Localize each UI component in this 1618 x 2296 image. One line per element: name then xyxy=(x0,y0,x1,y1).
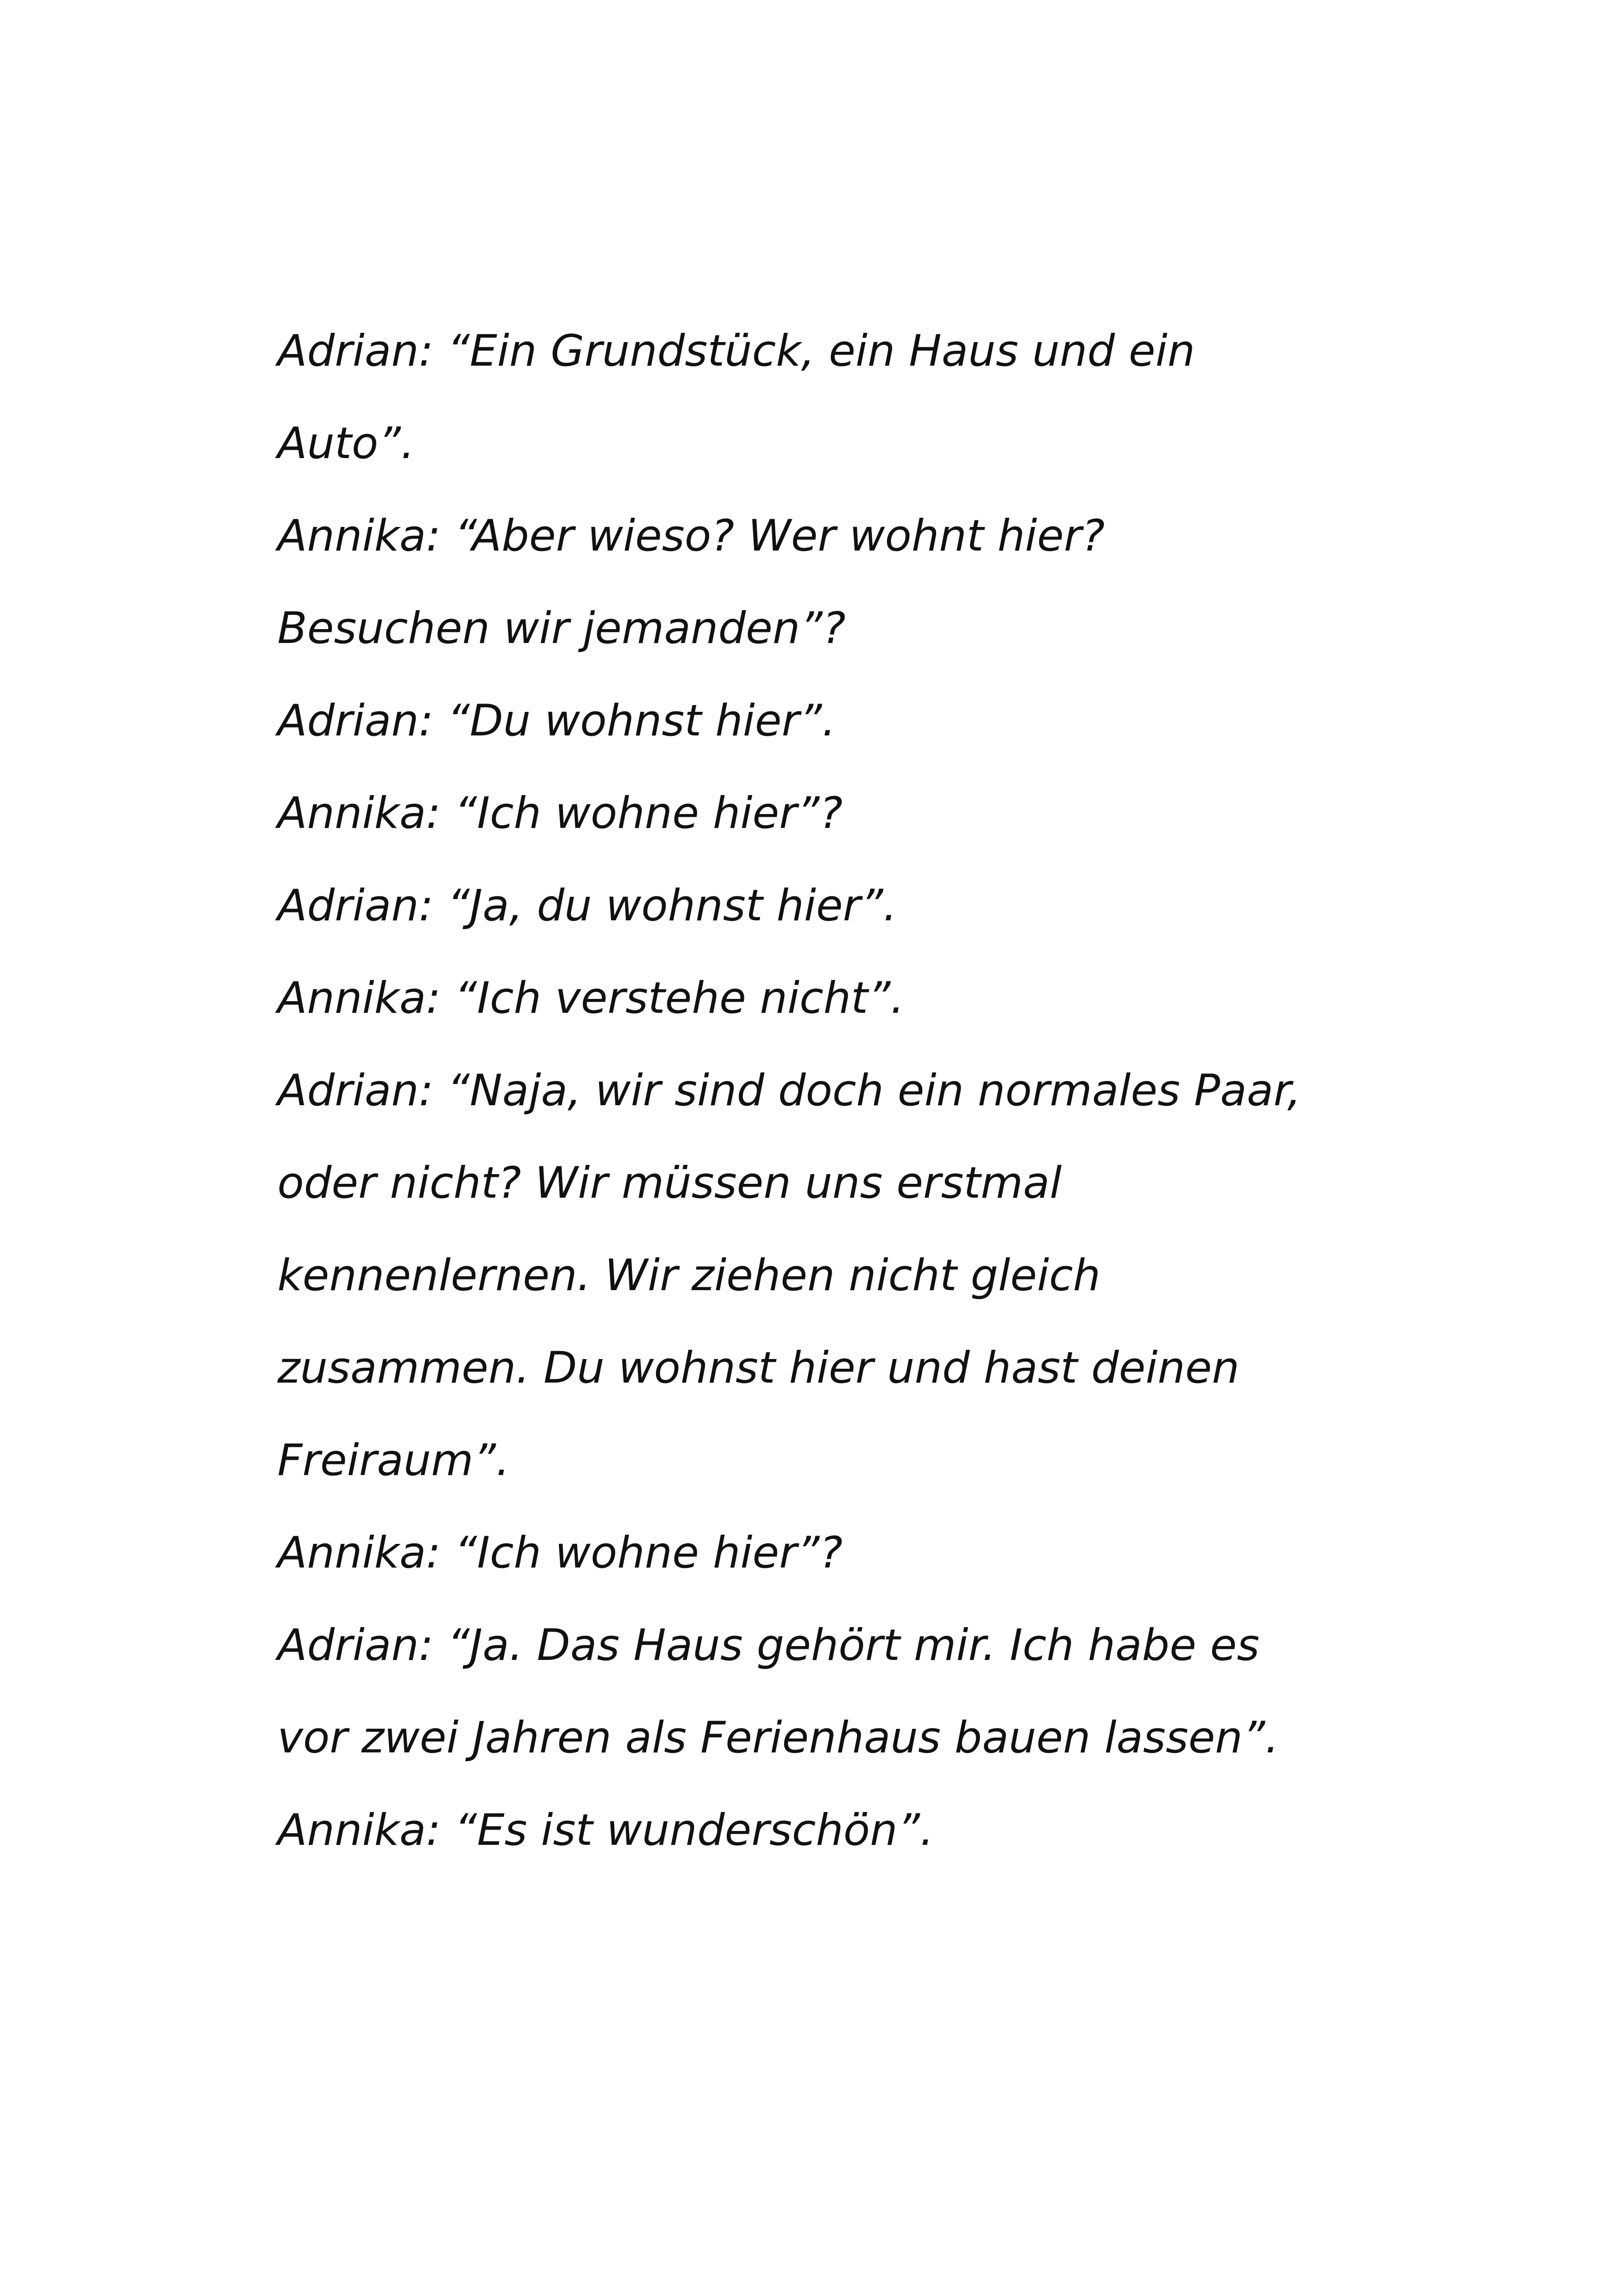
text-line: Annika: “Aber wieso? Wer wohnt hier? xyxy=(277,511,1105,561)
text-line: Adrian: “Ja, du wohnst hier”. xyxy=(277,881,897,931)
text-line: Besuchen wir jemanden”? xyxy=(277,603,846,654)
text-line: Annika: “Es ist wunderschön”. xyxy=(277,1805,934,1855)
text-line: kennenlernen. Wir ziehen nicht gleich xyxy=(277,1250,1101,1301)
text-line: Adrian: “Ja. Das Haus gehört mir. Ich habe es xyxy=(277,1620,1260,1671)
text-line: Annika: “Ich wohne hier”? xyxy=(277,788,843,839)
dialogue-text xyxy=(277,305,1387,1877)
text-line: Freiraum”. xyxy=(277,1435,510,1486)
text-line: Adrian: “Ein Grundstück, ein Haus und ein xyxy=(277,326,1195,376)
text-line: zusammen. Du wohnst hier und hast deinen xyxy=(277,1343,1240,1393)
text-line: Adrian: “Naja, wir sind doch ein normales Paar, xyxy=(277,1065,1301,1116)
text-line: Annika: “Ich verstehe nicht”. xyxy=(277,973,905,1023)
text-line: oder nicht? Wir müssen uns erstmal xyxy=(277,1158,1062,1208)
text-line: Adrian: “Du wohnst hier”. xyxy=(277,696,836,746)
text-line: vor zwei Jahren als Ferienhaus bauen lassen”. xyxy=(277,1713,1279,1763)
text-line: Auto”. xyxy=(277,418,415,469)
text-line: Annika: “Ich wohne hier”? xyxy=(277,1528,843,1578)
